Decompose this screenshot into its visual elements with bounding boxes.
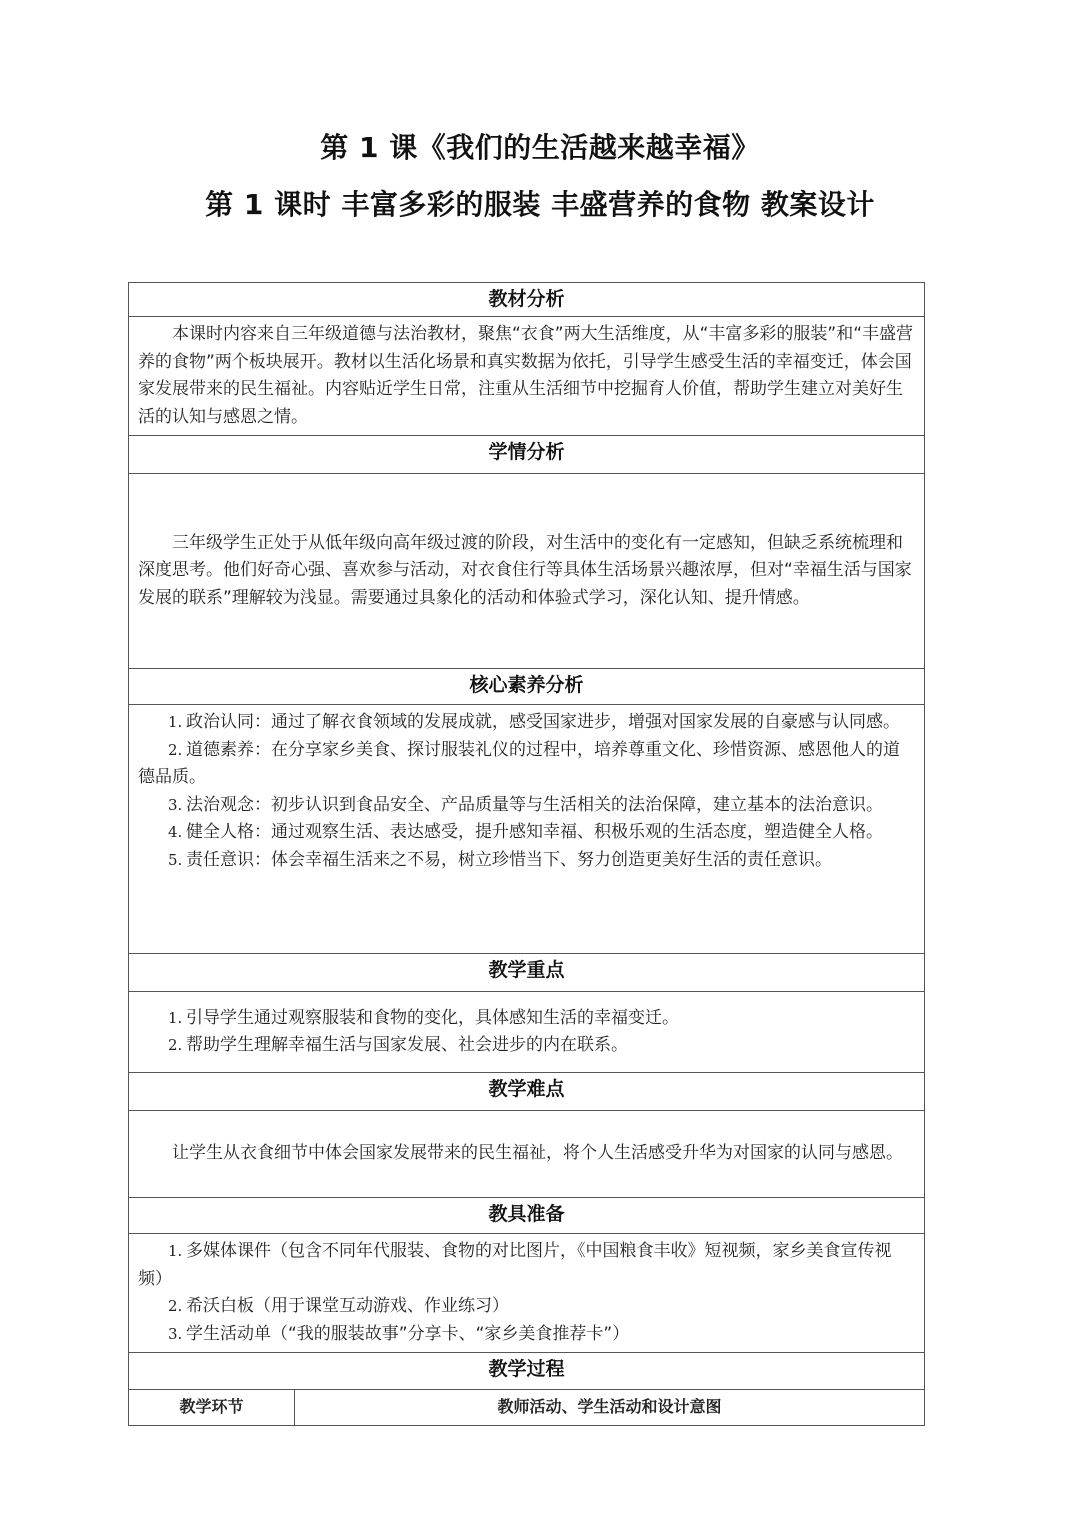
literacy-header: 核心素养分析: [129, 669, 925, 705]
tools-item: 3. 学生活动单（“我的服装故事”分享卡、“家乡美食推荐卡”）: [168, 1323, 630, 1344]
literacy-item: 1. 政治认同：通过了解衣食领域的发展成就，感受国家进步，增强对国家发展的自豪感与认同感。: [168, 712, 900, 732]
literacy-item: 4. 健全人格：通过观察生活、表达感受，提升感知幸福、积极乐观的生活态度，塑造健全人格。: [168, 822, 883, 842]
literacy-item: 3. 法治观念：初步认识到食品安全、产品质量等与生活相关的法治保障，建立基本的法治意识。: [168, 794, 883, 815]
material-cell: [129, 317, 925, 436]
students-text: 三年级学生正处于从低年级向高年级过渡的阶段，对生活中的变化有一定感知，但缺乏系统梳理和深度思考。他们好奇心强、喜欢参与活动，对衣食住行等具体生活场景兴趣浓厚，但对“幸福生活与国家发展的联系”理解较为浅显。需要通过具象化的活动和体验式学习，深化认知、提升情感。: [138, 532, 912, 608]
lesson-plan-table: [128, 282, 925, 1426]
literacy-cell: [129, 705, 925, 954]
focus-header: 教学重点: [129, 954, 925, 992]
focus-item: 1. 引导学生通过观察服装和食物的变化，具体感知生活的幸福变迁。: [168, 1007, 679, 1028]
students-header: 学情分析: [129, 436, 925, 474]
students-cell: [129, 474, 925, 669]
material-text: 本课时内容来自三年级道德与法治教材，聚焦“衣食”两大生活维度，从“丰富多彩的服装”和“丰盛营养的食物”两个板块展开。教材以生活化场景和真实数据为依托，引导学生感受生活的幸福变迁，体会国家发展带来的民生福祉。内容贴近学生日常，注重从生活细节中挖掘育人价值，帮助学生建立对美好生活的认知与感恩之情。: [138, 324, 914, 427]
focus-cell: [129, 992, 925, 1073]
literacy-item: 2. 道德素养：在分享家乡美食、探讨服装礼仪的过程中，培养尊重文化、珍惜资源、感恩他人的道德品质。: [138, 739, 900, 787]
literacy-item: 5. 责任意识：体会幸福生活来之不易，树立珍惜当下、努力创造更美好生活的责任意识。: [168, 849, 832, 870]
process-col-activities: 教师活动、学生活动和设计意图: [295, 1390, 925, 1426]
focus-item: 2. 帮助学生理解幸福生活与国家发展、社会进步的内在联系。: [168, 1035, 628, 1055]
tools-header: 教具准备: [129, 1198, 925, 1234]
tools-item: 2. 希沃白板（用于课堂互动游戏、作业练习）: [168, 1296, 509, 1316]
lesson-subtitle: 第 1 课时 丰富多彩的服装 丰盛营养的食物 教案设计: [205, 188, 875, 221]
material-header: 教材分析: [129, 283, 925, 317]
lesson-title: 第 1 课《我们的生活越来越幸福》: [320, 131, 760, 164]
process-col-stage: 教学环节: [129, 1390, 295, 1426]
difficulty-header: 教学难点: [129, 1073, 925, 1111]
difficulty-cell: [129, 1111, 925, 1198]
process-header: 教学过程: [129, 1353, 925, 1390]
difficulty-text: 让学生从衣食细节中体会国家发展带来的民生福祉，将个人生活感受升华为对国家的认同与感恩。: [172, 1143, 903, 1164]
tools-item: 1. 多媒体课件（包含不同年代服装、食物的对比图片，《中国粮食丰收》短视频，家乡美食宣传视频）: [138, 1241, 892, 1289]
tools-cell: [129, 1234, 925, 1353]
